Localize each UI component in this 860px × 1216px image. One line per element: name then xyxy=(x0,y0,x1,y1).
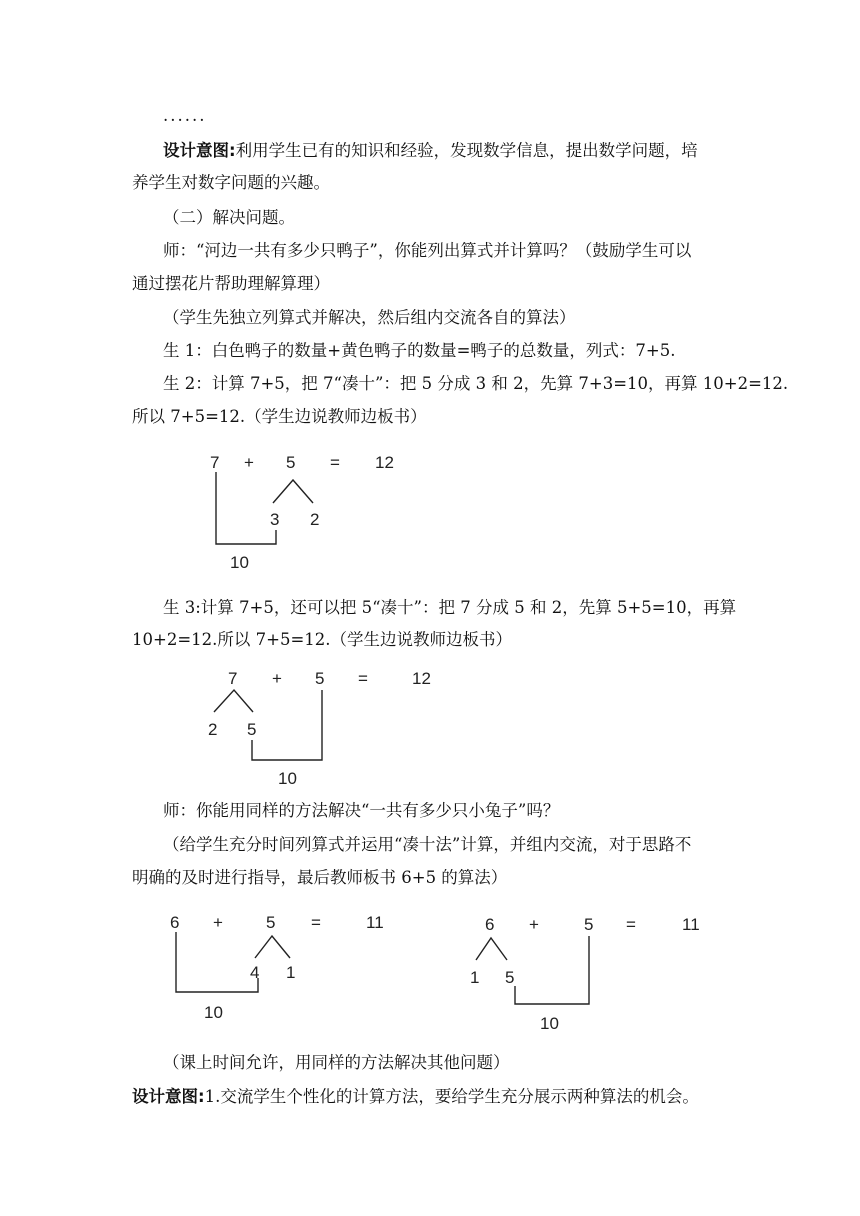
student-3-line-2: 10+2=12.所以 7+5=12.（学生边说教师边板书） xyxy=(132,630,513,649)
diagram-2-equals: = xyxy=(358,669,368,688)
diagram-1-addend-a: 7 xyxy=(210,453,220,472)
diagram-2-plus: + xyxy=(272,669,282,688)
diagram-1-bracket xyxy=(216,472,276,544)
diagram-2-split-2: 5 xyxy=(247,720,257,739)
diagram-2-split-1: 2 xyxy=(208,720,218,739)
teacher-question-2: 师：你能用同样的方法解决“一共有多少只小兔子”吗？ xyxy=(163,801,560,820)
diagram-4-plus: + xyxy=(529,915,539,934)
diagram-3-ten: 10 xyxy=(204,1003,223,1022)
diagram-3-plus: + xyxy=(213,913,223,932)
diagram-1-equals: = xyxy=(330,453,340,472)
design-intent-text: 利用学生已有的知识和经验，发现数学信息，提出数学问题，培 xyxy=(235,141,698,160)
guide-line-1: （给学生充分时间列算式并运用“凑十法”计算，并组内交流，对于思路不 xyxy=(163,835,692,854)
diagram-2-bracket xyxy=(252,690,322,760)
teacher-question-1-line-2: 通过摆花片帮助理解算理） xyxy=(132,274,330,293)
diagram-4-ten: 10 xyxy=(540,1014,559,1033)
design-intent-2-label: 设计意图: xyxy=(132,1087,205,1106)
diagram-2-split-branch xyxy=(214,690,253,712)
diagram-3-split-1: 4 xyxy=(250,963,260,982)
make-ten-diagram-2 xyxy=(200,664,450,794)
diagram-1-ten: 10 xyxy=(230,553,249,572)
teacher-question-1-line-1: 师：“河边一共有多少只鸭子”，你能列出算式并计算吗？（鼓励学生可以 xyxy=(163,241,692,260)
student-1: 生 1：白色鸭子的数量+黄色鸭子的数量=鸭子的总数量，列式：7+5. xyxy=(163,341,676,360)
make-ten-diagram-3 xyxy=(160,908,400,1028)
guide-line-2: 明确的及时进行指导，最后教师板书 6+5 的算法） xyxy=(132,868,508,887)
ellipsis: ...... xyxy=(163,106,207,125)
diagram-2-ten: 10 xyxy=(278,769,297,788)
diagram-4-addend-a: 6 xyxy=(485,915,495,934)
diagram-3-split-2: 1 xyxy=(286,963,296,982)
diagram-3-addend-a: 6 xyxy=(170,913,180,932)
diagram-1-addend-b: 5 xyxy=(286,453,296,472)
design-intent-1-line-2: 养学生对数字问题的兴趣。 xyxy=(132,173,330,192)
diagram-4-split-1: 1 xyxy=(470,968,480,987)
diagram-3-equals: = xyxy=(311,913,321,932)
diagram-3-result: 11 xyxy=(366,913,384,932)
diagram-3-addend-b: 5 xyxy=(266,913,276,932)
diagram-4-equals: = xyxy=(626,915,636,934)
diagram-1-result: 12 xyxy=(375,453,394,472)
diagram-1-split-1: 3 xyxy=(270,510,280,529)
other-problems-note: （课上时间允许，用同样的方法解决其他问题） xyxy=(163,1053,510,1072)
design-intent-label: 设计意图: xyxy=(163,141,236,160)
make-ten-diagram-1 xyxy=(200,448,420,578)
design-intent-1-line-1 xyxy=(163,140,698,162)
diagram-1-split-2: 2 xyxy=(310,510,320,529)
diagram-2-addend-a: 7 xyxy=(228,669,238,688)
design-intent-2-text: 1.交流学生个性化的计算方法，要给学生充分展示两种算法的机会。 xyxy=(204,1087,699,1106)
diagram-2-result: 12 xyxy=(412,669,431,688)
students-note: （学生先独立列算式并解决，然后组内交流各自的算法） xyxy=(163,308,576,327)
diagram-1-split-branch xyxy=(273,480,313,503)
design-intent-2 xyxy=(132,1086,699,1108)
diagram-4-split-branch xyxy=(476,938,507,960)
student-2-line-2: 所以 7+5=12.（学生边说教师边板书） xyxy=(132,407,427,426)
diagram-3-split-branch xyxy=(255,936,290,958)
diagram-1-plus: + xyxy=(244,453,254,472)
section-heading: （二）解决问题。 xyxy=(163,208,295,227)
student-2-line-1: 生 2：计算 7+5，把 7“凑十”：把 5 分成 3 和 2，先算 7+3=10，再算 10+2=12. xyxy=(163,374,789,393)
diagram-4-result: 11 xyxy=(682,915,700,934)
make-ten-diagram-4 xyxy=(460,910,720,1035)
diagram-4-split-2: 5 xyxy=(505,968,515,987)
diagram-4-addend-b: 5 xyxy=(584,915,594,934)
diagram-4-bracket xyxy=(515,936,589,1004)
student-3-line-1: 生 3:计算 7+5，还可以把 5“凑十”：把 7 分成 5 和 2，先算 5+5=10，再算 xyxy=(163,598,737,617)
diagram-3-bracket xyxy=(176,932,258,992)
diagram-2-addend-b: 5 xyxy=(315,669,325,688)
